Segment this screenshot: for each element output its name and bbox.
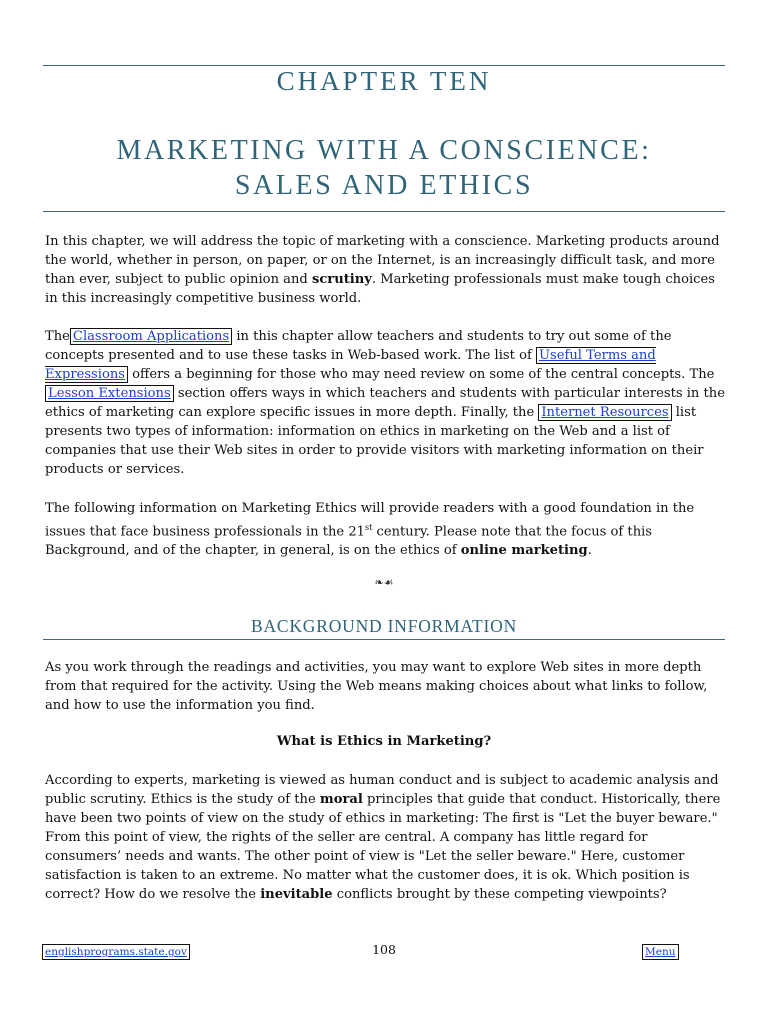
chapter-title (43, 133, 725, 203)
intro-paragraph-2: The Classroom Applications in this chapter allow teachers and students to try out some of the concepts presented and to use these tasks in Web-based work. The list of Useful Terms and Expressions offers a beginning for those who may need review on some of the central concepts. The Lesson Extensions section offers ways in which teachers and students with particular interests in the ethics of marketing can explore specific issues in more depth. Finally, the Internet Resources list presents two types of information: information on ethics in marketing on the Web and a list of companies that use their Web sites in order to provide visitors with marketing information on their products or services. (45, 329, 725, 477)
page-number: 108 (372, 942, 396, 957)
intro-paragraph-1: In this chapter, we will address the topic of marketing with a conscience. Marketing products around the world, whether in person, on paper, or on the Internet, is an increasingly difficult task, and more than ever, subject to public opinion and scrutiny. Marketing professionals must make tough choices in this increasingly competitive business world. (45, 234, 720, 306)
subheading-ethics-in-marketing: What is Ethics in Marketing? (276, 734, 492, 749)
footer-menu-link[interactable]: Menu (642, 944, 679, 960)
section-rule (43, 639, 725, 640)
chapter-title-line2: SALES AND ETHICS (234, 170, 534, 201)
section-title-background: BACKGROUND INFORMATION (250, 616, 518, 636)
bold-term-online-marketing: online marketing (460, 543, 588, 559)
bold-term-inevitable: inevitable (260, 887, 333, 902)
chapter-title-line1: MARKETING WITH A CONSCIENCE: (116, 135, 652, 166)
lesson-extensions-link[interactable]: Lesson Extensions (45, 385, 174, 402)
internet-resources-link[interactable]: Internet Resources (538, 404, 671, 421)
chapter-label: CHAPTER TEN (276, 66, 492, 96)
classroom-applications-link[interactable]: Classroom Applications (70, 328, 232, 345)
ornament-divider-icon: ❧☙ (374, 576, 394, 589)
useful-terms-link[interactable]: Useful Terms and Expressions (45, 348, 656, 382)
ordinal-suffix: st (365, 523, 373, 532)
bold-term-moral: moral (319, 792, 363, 807)
bold-term-scrutiny: scrutiny (311, 272, 372, 287)
footer-site-link[interactable]: englishprograms.state.gov (42, 944, 190, 960)
title-bottom-rule (43, 211, 725, 212)
background-paragraph-2: According to experts, marketing is viewed as human conduct and is subject to academic analysis and public scrutiny. Ethics is the study of the moral principles that guide that conduct. Historically, there have been two points of view on the study of ethics in marketing: The first is "Let the buyer beware." From this point of view, the rights of the seller are central. A company has little regard for consumers’ needs and wants. The other point of view is "Let the seller beware." Here, customer satisfaction is taken to an extreme. No matter what the customer does, it is ok. Which position is correct? How do we resolve the inevitable conflicts brought by these competing viewpoints? (45, 773, 721, 902)
background-paragraph-1: As you work through the readings and activities, you may want to explore Web sites in more depth from that required for the activity. Using the Web means making choices about what links to follow, and how to use the information you find. (45, 660, 708, 713)
intro-paragraph-3: The following information on Marketing Ethics will provide readers with a good foundation in the issues that face business professionals in the 21st century. Please note that the focus of this Background, and of the chapter, in general, is on the ethics of online marketing. (45, 501, 695, 559)
